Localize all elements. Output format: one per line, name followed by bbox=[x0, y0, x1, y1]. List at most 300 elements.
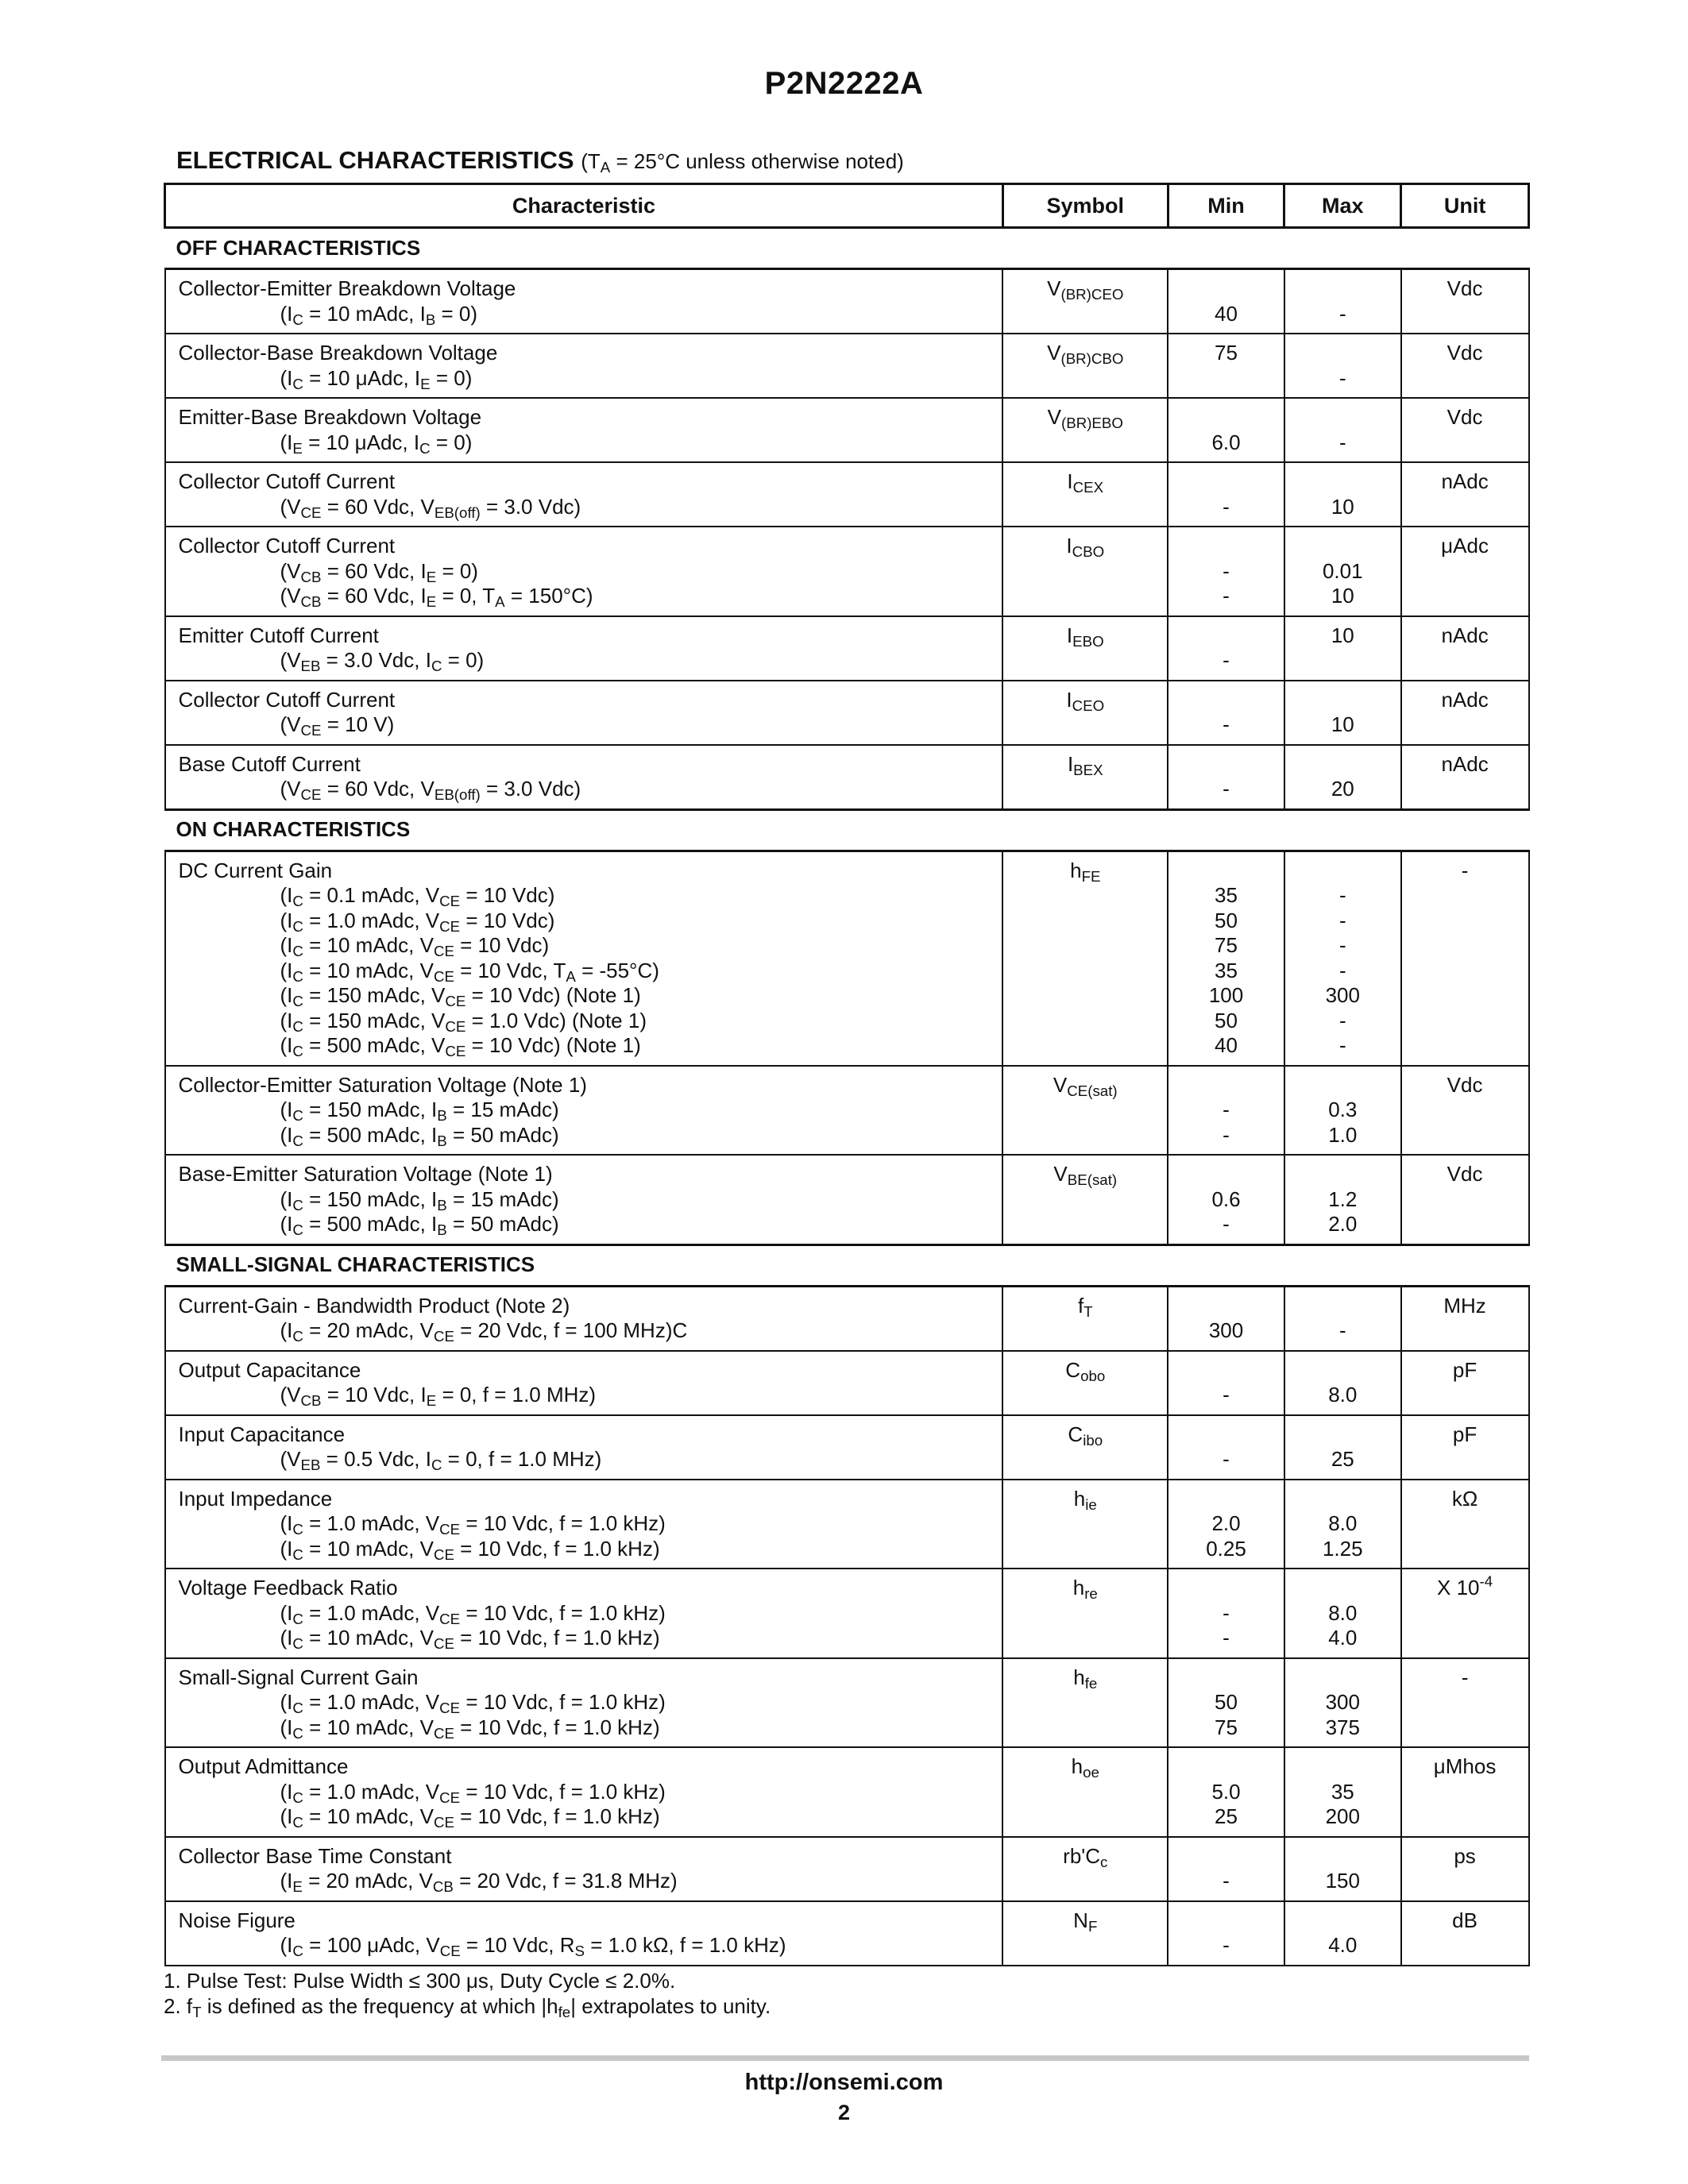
symbol-cell: $V_{CE(sat)}$ bbox=[1002, 1066, 1168, 1156]
unit-cell: - bbox=[1401, 1658, 1529, 1748]
min-value: - bbox=[1223, 777, 1230, 801]
table-row bbox=[165, 745, 1529, 810]
group-row bbox=[165, 1244, 1529, 1286]
min-value: 50 bbox=[1215, 1690, 1238, 1714]
symbol-cell: $h_{oe}$ bbox=[1002, 1747, 1168, 1837]
min-value bbox=[1168, 1576, 1284, 1601]
max-cell bbox=[1284, 616, 1401, 681]
test-condition: ($I_C = 150$ mAdc, $I_B = 15$ mAdc) bbox=[280, 1098, 559, 1125]
symbol-cell: $h_{ie}$ bbox=[1002, 1480, 1168, 1569]
max-value bbox=[1285, 1294, 1400, 1319]
unit-cell: Vdc bbox=[1401, 1155, 1529, 1244]
test-condition: ($I_C = 1.0$ mAdc, $V_{CE} = 10$ Vdc, f = 1.0 kHz) bbox=[280, 1600, 666, 1627]
min-cell bbox=[1168, 269, 1284, 334]
max-cell bbox=[1284, 1351, 1401, 1415]
min-value: - bbox=[1223, 1447, 1230, 1471]
unit-cell: Vdc bbox=[1401, 269, 1529, 334]
characteristic-name: Input Impedance bbox=[178, 1486, 333, 1511]
characteristic-name: Voltage Feedback Ratio bbox=[178, 1576, 398, 1599]
min-cell bbox=[1168, 398, 1284, 462]
min-value: 75 bbox=[1215, 341, 1238, 365]
max-value: 2.0 bbox=[1328, 1212, 1358, 1236]
symbol-cell: $I_{CBO}$ bbox=[1002, 527, 1168, 616]
characteristic-name: Output Admittance bbox=[178, 1754, 349, 1778]
max-value: 200 bbox=[1325, 1804, 1360, 1828]
table-row bbox=[165, 1351, 1529, 1415]
characteristic-name: Emitter-Base Breakdown Voltage bbox=[178, 405, 482, 429]
unit-cell: pF bbox=[1401, 1415, 1529, 1480]
max-value: 300 bbox=[1325, 1690, 1360, 1714]
max-value: 1.0 bbox=[1328, 1122, 1358, 1147]
table-row bbox=[165, 1837, 1529, 1901]
unit-cell: Vdc bbox=[1401, 334, 1529, 398]
max-cell bbox=[1284, 398, 1401, 462]
test-condition: ($I_C = 10$ mAdc, $V_{CE} = 10$ Vdc) bbox=[280, 933, 550, 960]
max-cell bbox=[1284, 1155, 1401, 1244]
characteristic-name: Emitter Cutoff Current bbox=[178, 623, 379, 647]
max-cell bbox=[1284, 334, 1401, 398]
max-value: - bbox=[1338, 1008, 1346, 1032]
characteristic-cell bbox=[165, 1351, 1003, 1415]
min-value: - bbox=[1223, 584, 1230, 608]
characteristic-cell bbox=[165, 1066, 1003, 1156]
unit-cell: ps bbox=[1401, 1837, 1529, 1901]
characteristic-name: Base-Emitter Saturation Voltage (Note 1) bbox=[178, 1162, 553, 1186]
max-value: - bbox=[1338, 430, 1346, 454]
min-value: - bbox=[1223, 1933, 1230, 1957]
min-cell bbox=[1168, 1747, 1284, 1837]
max-value: - bbox=[1338, 908, 1346, 932]
section-heading-condition: ($T_A = 25^\circ C$ unless otherwise noted) bbox=[581, 149, 904, 176]
max-value bbox=[1285, 534, 1400, 559]
unit-cell: μMhos bbox=[1401, 1747, 1529, 1837]
table-row bbox=[165, 398, 1529, 462]
min-value: - bbox=[1223, 558, 1230, 583]
test-condition: ($V_{CE} = 10$ V) bbox=[280, 712, 395, 739]
min-value: - bbox=[1223, 1122, 1230, 1147]
min-value: 2.0 bbox=[1211, 1511, 1241, 1535]
group-title: SMALL-SIGNAL CHARACTERISTICS bbox=[165, 1244, 1529, 1286]
table-row bbox=[165, 616, 1529, 681]
min-cell bbox=[1168, 681, 1284, 745]
min-cell bbox=[1168, 1351, 1284, 1415]
table-row bbox=[165, 1480, 1529, 1569]
max-value: 8.0 bbox=[1328, 1600, 1358, 1625]
table-row bbox=[165, 1569, 1529, 1658]
max-value: - bbox=[1338, 958, 1346, 982]
characteristic-name: Input Capacitance bbox=[178, 1422, 346, 1446]
footnote-1: 1. Pulse Test: Pulse Width ≤ 300 μs, Duty Cycle ≤ 2.0%. bbox=[164, 1969, 676, 1993]
min-value bbox=[1168, 623, 1284, 649]
max-value bbox=[1285, 1162, 1400, 1187]
max-value: 10 bbox=[1331, 584, 1354, 608]
min-value bbox=[1168, 1487, 1284, 1512]
max-cell bbox=[1284, 1286, 1401, 1351]
min-value: 25 bbox=[1215, 1804, 1238, 1828]
symbol-cell: $f_T$ bbox=[1002, 1286, 1168, 1351]
min-cell bbox=[1168, 1658, 1284, 1748]
max-value: 20 bbox=[1331, 777, 1354, 801]
table-row bbox=[165, 681, 1529, 745]
max-value: 35 bbox=[1331, 1779, 1354, 1804]
max-value: 10 bbox=[1331, 712, 1354, 736]
max-cell bbox=[1284, 462, 1401, 527]
characteristic-cell bbox=[165, 745, 1003, 810]
unit-cell: nAdc bbox=[1401, 681, 1529, 745]
symbol-cell: $N_F$ bbox=[1002, 1901, 1168, 1966]
min-value: 75 bbox=[1215, 933, 1238, 957]
characteristic-cell bbox=[165, 1569, 1003, 1658]
min-value: 5.0 bbox=[1211, 1779, 1241, 1804]
table-row bbox=[165, 1066, 1529, 1156]
table-row bbox=[165, 1901, 1529, 1966]
min-value: 0.25 bbox=[1206, 1536, 1246, 1561]
table-row bbox=[165, 1286, 1529, 1351]
min-value: - bbox=[1223, 494, 1230, 519]
min-value bbox=[1168, 1844, 1284, 1870]
min-cell bbox=[1168, 334, 1284, 398]
test-condition: ($I_C = 1.0$ mAdc, $V_{CE} = 10$ Vdc, f = 1.0 kHz) bbox=[280, 1511, 666, 1538]
characteristic-cell bbox=[165, 1415, 1003, 1480]
header-min: Min bbox=[1168, 184, 1284, 228]
max-value bbox=[1285, 1665, 1400, 1691]
min-cell bbox=[1168, 1286, 1284, 1351]
symbol-cell: $I_{CEO}$ bbox=[1002, 681, 1168, 745]
max-cell bbox=[1284, 1480, 1401, 1569]
characteristic-name: Base Cutoff Current bbox=[178, 751, 361, 776]
test-condition: ($V_{CE} = 60$ Vdc, $V_{EB(off)} = 3.0$ Vdc) bbox=[280, 777, 581, 804]
table-row bbox=[165, 1155, 1529, 1244]
test-condition: ($I_C = 500$ mAdc, $I_B = 50$ mAdc) bbox=[280, 1122, 559, 1149]
characteristic-cell bbox=[165, 1480, 1003, 1569]
table-row bbox=[165, 527, 1529, 616]
test-condition: ($I_C = 150$ mAdc, $V_{CE} = 10$ Vdc) (Note 1) bbox=[280, 983, 641, 1010]
max-value bbox=[1285, 1754, 1400, 1780]
group-row bbox=[165, 809, 1529, 851]
unit-cell: - bbox=[1401, 851, 1529, 1066]
test-condition: ($I_C = 10$ mAdc, $V_{CE} = 10$ Vdc, $T_A = -55^\circ C$) bbox=[280, 958, 659, 985]
section-heading-label: ELECTRICAL CHARACTERISTICS bbox=[176, 146, 574, 174]
min-value: - bbox=[1223, 1098, 1230, 1121]
characteristic-name: Current-Gain - Bandwidth Product (Note 2) bbox=[178, 1293, 570, 1318]
max-cell bbox=[1284, 851, 1401, 1066]
min-cell bbox=[1168, 1480, 1284, 1569]
max-value bbox=[1285, 341, 1400, 366]
table-row bbox=[165, 269, 1529, 334]
characteristic-cell bbox=[165, 1286, 1003, 1351]
min-value bbox=[1168, 534, 1284, 559]
test-condition: ($V_{CB} = 10$ Vdc, $I_E = 0$, f = 1.0 MHz) bbox=[280, 1383, 597, 1410]
header-symbol: Symbol bbox=[1002, 184, 1168, 228]
characteristic-name: Collector-Emitter Saturation Voltage (Note 1) bbox=[178, 1072, 587, 1097]
table-row bbox=[165, 851, 1529, 1066]
table-row bbox=[165, 1415, 1529, 1480]
characteristic-cell bbox=[165, 1747, 1003, 1837]
max-value: 0.3 bbox=[1328, 1098, 1358, 1121]
max-value: 4.0 bbox=[1328, 1933, 1358, 1957]
max-value: 0.01 bbox=[1322, 558, 1363, 583]
max-value: - bbox=[1338, 301, 1346, 326]
max-value: 1.2 bbox=[1328, 1187, 1358, 1211]
symbol-cell: $rb'C_c$ bbox=[1002, 1837, 1168, 1901]
min-value: - bbox=[1223, 1869, 1230, 1893]
min-value: 75 bbox=[1215, 1715, 1238, 1739]
min-value: 40 bbox=[1215, 301, 1238, 326]
test-condition: ($I_C = 20$ mAdc, $V_{CE} = 20$ Vdc, f = 100 MHz)C bbox=[280, 1318, 688, 1345]
characteristic-cell bbox=[165, 269, 1003, 334]
max-value bbox=[1285, 1487, 1400, 1512]
characteristic-name: Collector Cutoff Current bbox=[178, 469, 396, 493]
min-value bbox=[1168, 1162, 1284, 1187]
max-value bbox=[1285, 1358, 1400, 1383]
characteristic-cell bbox=[165, 334, 1003, 398]
group-title: ON CHARACTERISTICS bbox=[165, 809, 1529, 851]
max-value: 375 bbox=[1325, 1715, 1360, 1739]
characteristic-name: Noise Figure bbox=[178, 1908, 295, 1932]
table-row bbox=[165, 334, 1529, 398]
max-value: 10 bbox=[1331, 623, 1354, 647]
min-cell bbox=[1168, 1155, 1284, 1244]
max-value: 8.0 bbox=[1328, 1383, 1358, 1406]
max-value: 300 bbox=[1325, 983, 1360, 1007]
max-value: - bbox=[1338, 1318, 1346, 1342]
table-row bbox=[165, 1747, 1529, 1837]
min-cell bbox=[1168, 1415, 1284, 1480]
characteristic-cell bbox=[165, 462, 1003, 527]
unit-cell: pF bbox=[1401, 1351, 1529, 1415]
header-max: Max bbox=[1284, 184, 1401, 228]
max-value: 8.0 bbox=[1328, 1511, 1358, 1535]
characteristic-cell bbox=[165, 1901, 1003, 1966]
test-condition: ($V_{CE} = 60$ Vdc, $V_{EB(off)} = 3.0$ Vdc) bbox=[280, 494, 581, 521]
footer-divider bbox=[161, 2055, 1529, 2061]
max-value: 10 bbox=[1331, 494, 1354, 519]
symbol-cell: $V_{(BR)EBO}$ bbox=[1002, 398, 1168, 462]
min-cell bbox=[1168, 745, 1284, 810]
min-cell bbox=[1168, 1837, 1284, 1901]
characteristic-cell bbox=[165, 527, 1003, 616]
test-condition: ($I_C = 10$ mAdc, $I_B = 0$) bbox=[280, 301, 478, 328]
unit-cell: kΩ bbox=[1401, 1480, 1529, 1569]
min-value: 40 bbox=[1215, 1033, 1238, 1057]
characteristic-name: Collector-Base Breakdown Voltage bbox=[178, 341, 498, 365]
header-characteristic: Characteristic bbox=[165, 184, 1003, 228]
max-value: 150 bbox=[1325, 1869, 1360, 1893]
max-value bbox=[1285, 1422, 1400, 1448]
min-value bbox=[1168, 1665, 1284, 1691]
table-header-row bbox=[165, 184, 1529, 228]
max-value: - bbox=[1338, 933, 1346, 957]
test-condition: ($I_C = 1.0$ mAdc, $V_{CE} = 10$ Vdc, f = 1.0 kHz) bbox=[280, 1690, 666, 1717]
symbol-cell: $I_{EBO}$ bbox=[1002, 616, 1168, 681]
min-value bbox=[1168, 1073, 1284, 1098]
min-cell bbox=[1168, 1901, 1284, 1966]
min-value bbox=[1168, 405, 1284, 430]
min-value bbox=[1168, 859, 1284, 884]
min-value: 0.6 bbox=[1211, 1187, 1241, 1211]
min-value: 6.0 bbox=[1211, 430, 1241, 454]
min-value: - bbox=[1223, 1626, 1230, 1650]
max-value: 1.25 bbox=[1322, 1536, 1363, 1561]
min-value: - bbox=[1223, 1212, 1230, 1236]
unit-cell: μAdc bbox=[1401, 527, 1529, 616]
unit-cell: MHz bbox=[1401, 1286, 1529, 1351]
unit-cell: Vdc bbox=[1401, 398, 1529, 462]
test-condition: ($I_C = 10$ μAdc, $I_E = 0$) bbox=[280, 365, 473, 392]
test-condition: ($V_{CB} = 60$ Vdc, $I_E = 0$, $T_A = 150^\circ C$) bbox=[280, 584, 593, 611]
max-cell bbox=[1284, 1901, 1401, 1966]
max-value bbox=[1285, 859, 1400, 884]
max-cell bbox=[1284, 1658, 1401, 1748]
test-condition: ($I_C = 10$ mAdc, $V_{CE} = 10$ Vdc, f = 1.0 kHz) bbox=[280, 1804, 660, 1831]
max-value bbox=[1285, 405, 1400, 430]
test-condition: ($I_C = 100$ μAdc, $V_{CE} = 10$ Vdc, $R_S = 1.0$ kΩ, f = 1.0 kHz) bbox=[280, 1933, 786, 1960]
max-cell bbox=[1284, 745, 1401, 810]
characteristic-name: Output Capacitance bbox=[178, 1357, 361, 1382]
unit-cell: nAdc bbox=[1401, 462, 1529, 527]
max-cell bbox=[1284, 1837, 1401, 1901]
max-value: - bbox=[1338, 883, 1346, 907]
min-cell bbox=[1168, 1066, 1284, 1156]
max-cell bbox=[1284, 1066, 1401, 1156]
characteristic-name: Collector-Emitter Breakdown Voltage bbox=[178, 276, 516, 300]
symbol-cell: $V_{BE(sat)}$ bbox=[1002, 1155, 1168, 1244]
test-condition: ($I_E = 20$ mAdc, $V_{CB} = 20$ Vdc, f = 31.8 MHz) bbox=[280, 1869, 678, 1896]
max-cell bbox=[1284, 1569, 1401, 1658]
min-cell bbox=[1168, 851, 1284, 1066]
page-number: 2 bbox=[837, 2101, 851, 2124]
test-condition: ($V_{EB} = 0.5$ Vdc, $I_C = 0$, f = 1.0 MHz) bbox=[280, 1447, 602, 1474]
max-value bbox=[1285, 276, 1400, 302]
min-value bbox=[1168, 1422, 1284, 1448]
characteristic-cell bbox=[165, 851, 1003, 1066]
min-value: 300 bbox=[1208, 1318, 1244, 1342]
unit-cell: Vdc bbox=[1401, 1066, 1529, 1156]
min-value bbox=[1168, 276, 1284, 302]
table-row bbox=[165, 1658, 1529, 1748]
min-value bbox=[1168, 688, 1284, 713]
min-value: 35 bbox=[1215, 883, 1238, 907]
symbol-cell: $V_{(BR)CEO}$ bbox=[1002, 269, 1168, 334]
group-row bbox=[165, 228, 1529, 269]
characteristic-name: Small-Signal Current Gain bbox=[178, 1665, 419, 1689]
test-condition: ($I_C = 10$ mAdc, $V_{CE} = 10$ Vdc, f = 1.0 kHz) bbox=[280, 1715, 660, 1742]
min-value: - bbox=[1223, 1600, 1230, 1625]
test-condition: ($I_C = 150$ mAdc, $V_{CE} = 1.0$ Vdc) (Note 1) bbox=[280, 1008, 647, 1035]
characteristic-name: Collector Base Time Constant bbox=[178, 1843, 452, 1868]
characteristic-name: Collector Cutoff Current bbox=[178, 687, 396, 712]
max-value bbox=[1285, 469, 1400, 495]
test-condition: ($V_{EB} = 3.0$ Vdc, $I_C = 0$) bbox=[280, 648, 485, 675]
min-cell bbox=[1168, 616, 1284, 681]
test-condition: ($V_{CB} = 60$ Vdc, $I_E = 0$) bbox=[280, 558, 478, 585]
test-condition: ($I_C = 1.0$ mAdc, $V_{CE} = 10$ Vdc, f = 1.0 kHz) bbox=[280, 1779, 666, 1806]
unit-cell: X $10^{-4}$ bbox=[1401, 1569, 1529, 1658]
symbol-cell: $I_{CEX}$ bbox=[1002, 462, 1168, 527]
max-value: - bbox=[1338, 365, 1346, 390]
min-value: - bbox=[1223, 1383, 1230, 1406]
header-unit: Unit bbox=[1401, 184, 1529, 228]
min-value: - bbox=[1223, 712, 1230, 736]
min-value bbox=[1168, 469, 1284, 495]
characteristic-cell bbox=[165, 1155, 1003, 1244]
unit-cell: dB bbox=[1401, 1901, 1529, 1966]
test-condition: ($I_E = 10$ μAdc, $I_C = 0$) bbox=[280, 430, 473, 457]
footnote-2: 2. $f_T$ is defined as the frequency at which $|h_{fe}|$ extrapolates to unity. bbox=[164, 1994, 771, 2021]
characteristic-cell bbox=[165, 398, 1003, 462]
symbol-cell: $h_{FE}$ bbox=[1002, 851, 1168, 1066]
test-condition: ($I_C = 150$ mAdc, $I_B = 15$ mAdc) bbox=[280, 1187, 559, 1214]
max-value: - bbox=[1338, 1033, 1346, 1057]
characteristic-name: Collector Cutoff Current bbox=[178, 534, 396, 558]
min-value: - bbox=[1223, 648, 1230, 672]
characteristic-cell bbox=[165, 1837, 1003, 1901]
test-condition: ($I_C = 0.1$ mAdc, $V_{CE} = 10$ Vdc) bbox=[280, 883, 555, 910]
max-value bbox=[1285, 1576, 1400, 1601]
table-row bbox=[165, 462, 1529, 527]
document-title: P2N2222A bbox=[764, 66, 924, 101]
section-heading bbox=[176, 146, 904, 175]
unit-cell: nAdc bbox=[1401, 616, 1529, 681]
max-cell bbox=[1284, 527, 1401, 616]
test-condition: ($I_C = 10$ mAdc, $V_{CE} = 10$ Vdc, f = 1.0 kHz) bbox=[280, 1626, 660, 1653]
unit-cell: nAdc bbox=[1401, 745, 1529, 810]
min-value bbox=[1168, 1294, 1284, 1319]
max-value bbox=[1285, 688, 1400, 713]
symbol-cell: $C_{obo}$ bbox=[1002, 1351, 1168, 1415]
min-value bbox=[1168, 1358, 1284, 1383]
max-cell bbox=[1284, 1747, 1401, 1837]
max-cell bbox=[1284, 681, 1401, 745]
min-cell bbox=[1168, 1569, 1284, 1658]
min-value: 35 bbox=[1215, 958, 1238, 982]
min-value: 100 bbox=[1208, 983, 1244, 1007]
max-value bbox=[1285, 1908, 1400, 1934]
max-value bbox=[1285, 1844, 1400, 1870]
symbol-cell: $h_{re}$ bbox=[1002, 1569, 1168, 1658]
max-value bbox=[1285, 752, 1400, 778]
min-value: 50 bbox=[1215, 908, 1238, 932]
group-title: OFF CHARACTERISTICS bbox=[165, 228, 1529, 269]
symbol-cell: $V_{(BR)CBO}$ bbox=[1002, 334, 1168, 398]
symbol-cell: $h_{fe}$ bbox=[1002, 1658, 1168, 1748]
test-condition: ($I_C = 10$ mAdc, $V_{CE} = 10$ Vdc, f = 1.0 kHz) bbox=[280, 1536, 660, 1563]
table-body bbox=[165, 228, 1529, 1966]
min-value bbox=[1168, 752, 1284, 778]
min-value: 50 bbox=[1215, 1008, 1238, 1032]
test-condition: ($I_C = 500$ mAdc, $I_B = 50$ mAdc) bbox=[280, 1212, 559, 1239]
min-value bbox=[1168, 1754, 1284, 1780]
test-condition: ($I_C = 500$ mAdc, $V_{CE} = 10$ Vdc) (Note 1) bbox=[280, 1033, 641, 1060]
max-value: 25 bbox=[1331, 1447, 1354, 1471]
min-cell bbox=[1168, 527, 1284, 616]
min-value bbox=[1168, 1908, 1284, 1934]
characteristic-name: DC Current Gain bbox=[178, 858, 333, 882]
characteristic-cell bbox=[165, 616, 1003, 681]
footer-url-link[interactable]: http://onsemi.com bbox=[744, 2070, 944, 2095]
min-cell bbox=[1168, 462, 1284, 527]
max-cell bbox=[1284, 1415, 1401, 1480]
characteristic-cell bbox=[165, 681, 1003, 745]
max-value: 4.0 bbox=[1328, 1626, 1358, 1650]
test-condition: ($I_C = 1.0$ mAdc, $V_{CE} = 10$ Vdc) bbox=[280, 908, 555, 935]
max-cell bbox=[1284, 269, 1401, 334]
symbol-cell: $I_{BEX}$ bbox=[1002, 745, 1168, 810]
characteristic-cell bbox=[165, 1658, 1003, 1748]
max-value bbox=[1285, 1073, 1400, 1098]
symbol-cell: $C_{ibo}$ bbox=[1002, 1415, 1168, 1480]
electrical-characteristics-table bbox=[164, 183, 1530, 1966]
